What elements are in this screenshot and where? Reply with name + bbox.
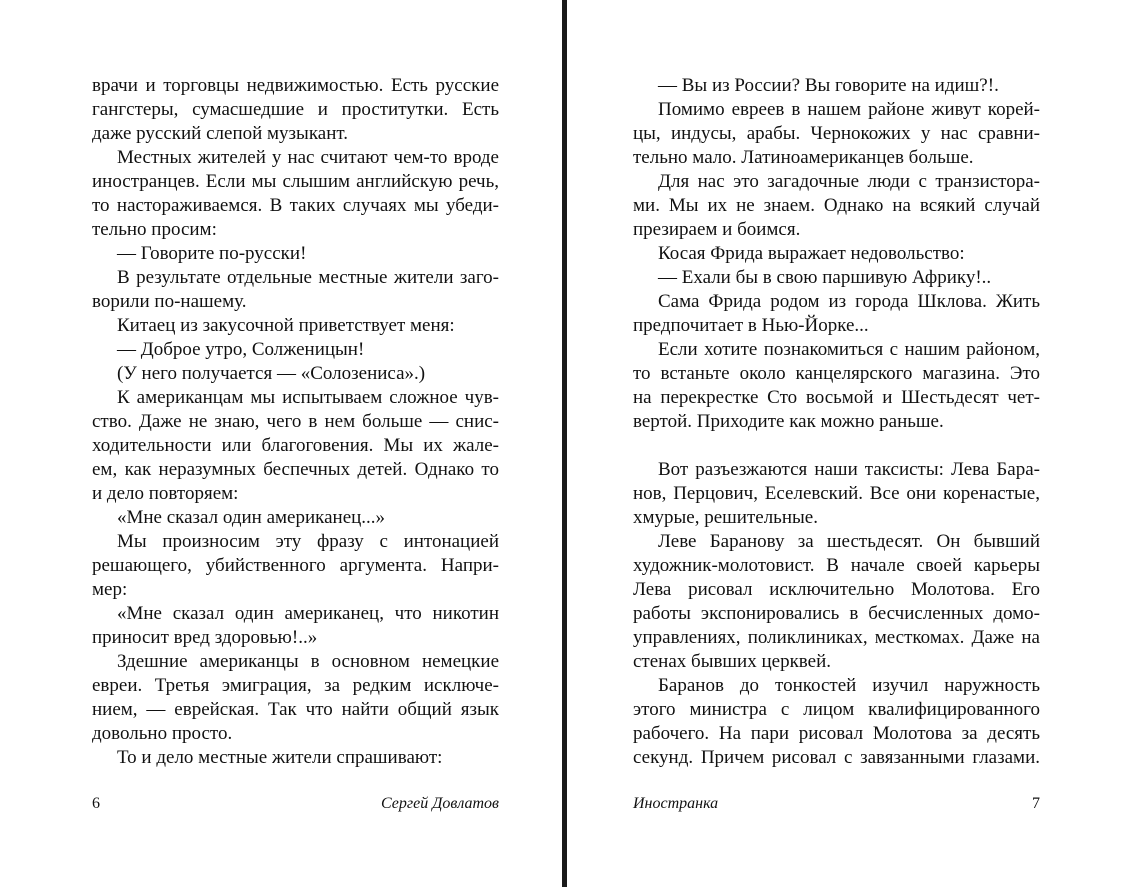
- text-line: даже русский слепой музыкант.: [92, 123, 348, 144]
- text-line: К американцам мы испытываем сложное чув-: [117, 387, 499, 408]
- text-line: — Доброе утро, Солженицын!: [117, 339, 365, 360]
- text-line: презираем и боимся.: [633, 219, 801, 240]
- text-line: цы, индусы, арабы. Чернокожих у нас сравни-: [633, 123, 1040, 144]
- text-line: ми. Мы их не знаем. Однако на всякий случай: [633, 195, 1040, 216]
- text-line: Лева рисовал исключительно Молотова. Его: [633, 579, 1040, 600]
- text-line: «Мне сказал один американец...»: [117, 507, 386, 528]
- text-line: секунд. Причем рисовал с завязанными глазами.: [633, 747, 1040, 768]
- text-line: ворили по-нашему.: [92, 291, 247, 312]
- text-line: этого министра с лицом квалифицированного: [633, 699, 1040, 720]
- text-line: Мы произносим эту фразу с интонацией: [117, 531, 499, 552]
- text-line: Помимо евреев в нашем районе живут корей-: [658, 99, 1040, 120]
- text-line: Косая Фрида выражает недовольство:: [658, 243, 965, 264]
- text-line: тельно просим:: [92, 219, 217, 240]
- text-line: — Ехали бы в свою паршивую Африку!..: [658, 267, 992, 288]
- text-line: ходительности или благоговения. Мы их жале-: [92, 435, 499, 456]
- text-line: то встаньте около канцелярского магазина. Это: [633, 363, 1040, 384]
- book-spine: [562, 0, 567, 887]
- text-line: Сама Фрида родом из города Шклова. Жить: [658, 291, 1040, 312]
- text-line: работы экспонировались в бесчисленных домо-: [633, 603, 1040, 624]
- text-line: Вот разъезжаются наши таксисты: Лева Бара-: [658, 459, 1040, 480]
- text-line: евреи. Третья эмиграция, за редким исключе-: [92, 675, 499, 696]
- left-page-number: 6: [92, 795, 100, 812]
- text-line: решающего, убийственного аргумента. Напри-: [92, 555, 499, 576]
- text-line: довольно просто.: [92, 723, 233, 744]
- text-line: тельно мало. Латиноамериканцев больше.: [633, 147, 974, 168]
- right-page-number: 7: [1032, 795, 1040, 812]
- text-line: Леве Баранову за шестьдесят. Он бывший: [658, 531, 1040, 552]
- left-page-text: [92, 74, 499, 770]
- text-line: то настораживаемся. В таких случаях мы убеди-: [92, 195, 499, 216]
- text-line: ство. Даже не знаю, чего в нем больше — снис-: [92, 411, 499, 432]
- text-line: гангстеры, сумасшедшие и проститутки. Есть: [92, 99, 499, 120]
- text-line: Для нас это загадочные люди с транзистора-: [658, 171, 1040, 192]
- text-line: нием, — еврейская. Так что найти общий язык: [92, 699, 499, 720]
- text-line: управлениях, поликлиниках, месткомах. Даже на: [633, 627, 1040, 648]
- text-line: — Вы из России? Вы говорите на идиш?!.: [658, 75, 999, 96]
- right-page-text: [633, 74, 1040, 770]
- right-running-head: Иностранка: [633, 795, 719, 812]
- left-running-head: Сергей Довлатов: [380, 795, 499, 812]
- text-line: рабочего. На пари рисовал Молотова за десять: [633, 723, 1040, 744]
- text-line: Здешние американцы в основном немецкие: [117, 651, 499, 672]
- text-line: вертой. Приходите как можно раньше.: [633, 411, 944, 432]
- text-line: ем, как неразумных беспечных детей. Однако то: [92, 459, 499, 480]
- text-line: Если хотите познакомиться с нашим районом,: [658, 339, 1040, 360]
- text-line: нов, Перцович, Еселевский. Все они коренастые,: [633, 483, 1040, 504]
- text-line: стенах бывших церквей.: [633, 651, 832, 672]
- text-line: предпочитает в Нью-Йорке...: [633, 315, 869, 336]
- text-line: (У него получается — «Солозениса».): [117, 363, 426, 384]
- text-line: То и дело местные жители спрашивают:: [117, 747, 443, 768]
- section-gap: [633, 434, 1040, 458]
- text-line: Местных жителей у нас считают чем-то вроде: [117, 147, 499, 168]
- text-line: на перекрестке Сто восьмой и Шестьдесят чет-: [633, 387, 1040, 408]
- text-line: В результате отдельные местные жители заго-: [117, 267, 499, 288]
- text-line: и дело повторяем:: [92, 483, 239, 504]
- text-line: Баранов до тонкостей изучил наружность: [658, 675, 1040, 696]
- text-line: художник-молотовист. В начале своей карьеры: [633, 555, 1040, 576]
- text-line: Китаец из закусочной приветствует меня:: [117, 315, 455, 336]
- text-line: — Говорите по-русски!: [117, 243, 307, 264]
- text-line: приносит вред здоровью!..»: [92, 627, 318, 648]
- text-line: иностранцев. Если мы слышим английскую речь,: [92, 171, 499, 192]
- text-line: мер:: [92, 579, 128, 600]
- text-line: хмурые, решительные.: [633, 507, 818, 528]
- text-line: «Мне сказал один американец, что никотин: [117, 603, 499, 624]
- text-line: врачи и торговцы недвижимостью. Есть русские: [92, 75, 499, 96]
